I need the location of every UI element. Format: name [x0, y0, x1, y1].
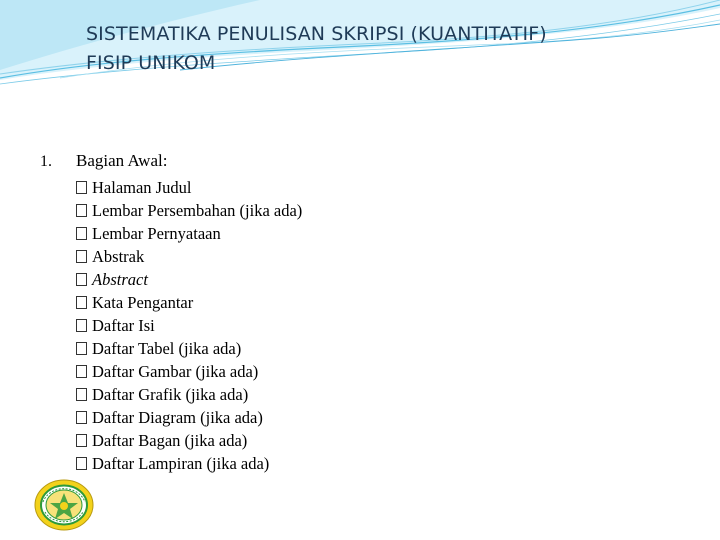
empty-box-icon	[76, 227, 87, 240]
slide-title	[86, 20, 686, 78]
list-item	[76, 429, 302, 452]
list-item-label: Daftar Lampiran (jika ada)	[92, 454, 270, 473]
list-item-label: Daftar Diagram (jika ada)	[92, 408, 263, 427]
section-heading: Bagian Awal:	[76, 151, 168, 170]
empty-box-icon	[76, 365, 87, 378]
list-item	[76, 222, 302, 245]
empty-box-icon	[76, 181, 87, 194]
list-item	[76, 337, 302, 360]
list-item-label: Daftar Tabel (jika ada)	[92, 339, 242, 358]
empty-box-icon	[76, 319, 87, 332]
list-item-label: Lembar Persembahan (jika ada)	[92, 201, 303, 220]
list-item-label: Lembar Pernyataan	[92, 224, 221, 243]
empty-box-icon	[76, 411, 87, 424]
empty-box-icon	[76, 204, 87, 217]
list-item	[76, 291, 302, 314]
list-item-label: Halaman Judul	[92, 178, 192, 197]
list-item	[76, 314, 302, 337]
empty-box-icon	[76, 388, 87, 401]
slide-title-line1: SISTEMATIKA PENULISAN SKRIPSI (KUANTITATIF)	[86, 23, 547, 45]
list-item	[76, 176, 302, 199]
empty-box-icon	[76, 342, 87, 355]
list-item-label: Daftar Bagan (jika ada)	[92, 431, 248, 450]
list-item	[76, 268, 302, 291]
list-item-label: Abstract	[92, 270, 148, 289]
list-item	[76, 383, 302, 406]
section-number: 1.	[40, 153, 52, 170]
list-item	[76, 245, 302, 268]
list-item	[76, 452, 302, 475]
empty-box-icon	[76, 296, 87, 309]
list-item-label: Kata Pengantar	[92, 293, 194, 312]
list-item-label: Daftar Gambar (jika ada)	[92, 362, 259, 381]
empty-box-icon	[76, 250, 87, 263]
front-matter-list	[76, 176, 302, 475]
empty-box-icon	[76, 434, 87, 447]
list-item	[76, 406, 302, 429]
list-item-label: Daftar Isi	[92, 316, 155, 335]
empty-box-icon	[76, 457, 87, 470]
list-item-label: Abstrak	[92, 247, 145, 266]
unikom-seal-logo	[33, 478, 95, 532]
empty-box-icon	[76, 273, 87, 286]
slide-title-line2: FISIP UNIKOM	[86, 52, 216, 74]
list-item	[76, 199, 302, 222]
list-item	[76, 360, 302, 383]
list-item-label: Daftar Grafik (jika ada)	[92, 385, 249, 404]
